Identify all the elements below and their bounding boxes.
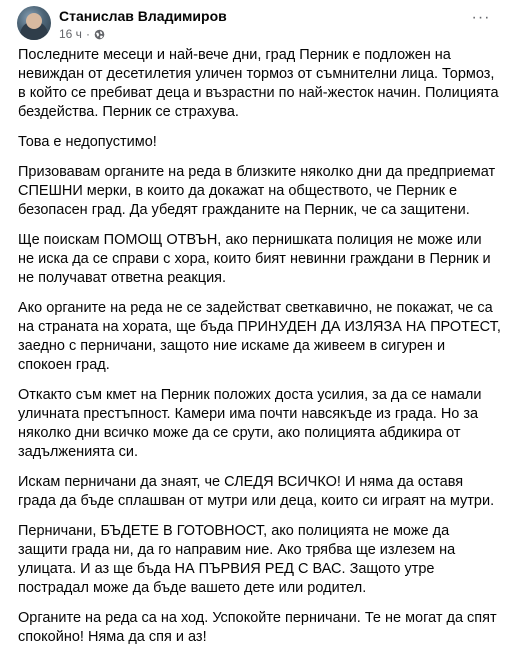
post-timestamp[interactable]: 16 ч [59, 27, 82, 41]
post-body [10, 46, 505, 647]
post-paragraph: Органите на реда са на ход. Успокойте перничани. Те не могат да спят спокойно! Няма да спя и аз! [18, 610, 497, 645]
more-options-button[interactable]: ··· [471, 9, 491, 26]
author-avatar[interactable] [17, 6, 51, 40]
post-paragraph: Ще поискам ПОМОЩ ОТВЪН, ако пернишката полиция не може или не иска да се справи с хора, които бият невинни граждани в Перник и не получават ответна реакция. [18, 232, 491, 286]
author-name[interactable]: Станислав Владимиров [59, 8, 227, 24]
post-paragraph: Ако органите на реда не се задействат светкавично, не покажат, че са на страната на хората, ще бъда ПРИНУДЕН ДА ИЗЛЯЗА НА ПРОТЕСТ, заедно с перничани, защото ние искаме да живеем в сигурен и спокоен град. [18, 300, 501, 373]
post-paragraph: Последните месеци и най-вече дни, град Перник е подложен на невиждан от десетилетия уличен тормоз от съмнителни лица. Тормоз, в който се пребиват деца и възрастни по най-жесток начин. Полицията бездейства. Перник се страхува. [18, 47, 499, 120]
post-paragraph: Перничани, БЪДЕТЕ В ГОТОВНОСТ, ако полицията не може да защити града ни, да го направим ние. Ако трябва ще излезем на улицата. И аз ще бъда НА ПЪРВИЯ РЕД С ВАС. Защото утре пострадал може да бъде вашето дете или родител. [18, 523, 456, 596]
post-header [10, 0, 505, 46]
post-paragraph: Искам перничани да знаят, че СЛЕДЯ ВСИЧКО! И няма да оставя града да бъде сплашван от мутри или деца, които си играят на мутри. [18, 474, 495, 509]
post-paragraph: Това е недопустимо! [18, 134, 157, 150]
meta-separator: · [85, 27, 90, 41]
post-paragraph: Призовавам органите на реда в близките няколко дни да предприемат СПЕШНИ мерки, в които да докажат на обществото, че Перник е безопасен град. Да убедят гражданите на Перник, че са защитени. [18, 164, 496, 218]
post-meta [59, 27, 105, 41]
post-paragraph: Откакто съм кмет на Перник положих доста усилия, за да се намали уличната престъпност. Камери има почти навсякъде из града. Но за няколко дни всичко може да се срути, ако полицията абдикира от задълженията си. [18, 387, 482, 460]
globe-icon[interactable] [94, 29, 105, 40]
